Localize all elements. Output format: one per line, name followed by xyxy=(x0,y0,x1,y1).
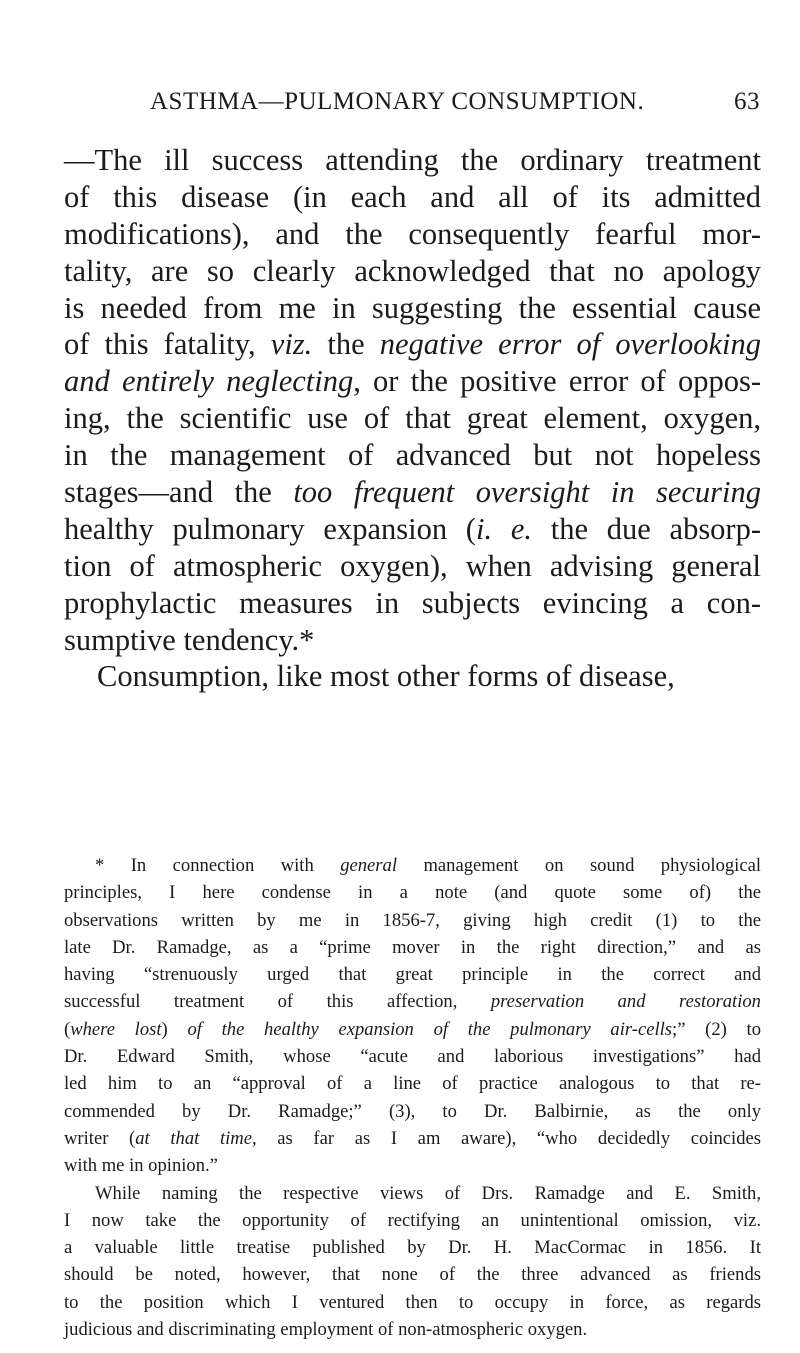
footnote-line: should be noted, however, that none of the three advanced as friends xyxy=(64,1264,761,1286)
text-line: is needed from me in suggesting the essential cause xyxy=(64,290,761,325)
footnote-line: * In connection with general management on sound physiological xyxy=(95,855,761,876)
footnote-line: successful treatment of this affection, preservation and restoration xyxy=(64,991,761,1013)
italic-text: of the healthy expansion of the pulmonary air-cells xyxy=(187,1018,673,1040)
italic-text: and entirely neglecting xyxy=(64,364,354,399)
running-title: ASTHMA—PULMONARY CONSUMPTION. xyxy=(150,88,645,115)
footnote-line: While naming the respective views of Drs. Ramadge and E. Smith, xyxy=(95,1182,761,1204)
footnote-line: to the position which I ventured then to occupy in force, as regards xyxy=(64,1291,761,1313)
footnote-line: (where lost) of the healthy expansion of the pulmonary air-cells;” (2) to xyxy=(64,1018,762,1040)
text-line: of this fatality, viz. the negative error of overlooking xyxy=(64,327,762,362)
text-line: prophylactic measures in subjects evincing a con- xyxy=(64,585,761,620)
footnote-line: with me in opinion.” xyxy=(64,1155,218,1177)
text-line: Consumption, like most other forms of disease, xyxy=(97,659,675,694)
italic-text: preservation and restoration xyxy=(490,991,761,1013)
footnote-line: judicious and discriminating employment of non-atmospheric oxygen. xyxy=(64,1319,588,1341)
text-line: stages—and the too frequent oversight in securing xyxy=(64,475,761,510)
text-line: and entirely neglecting, or the positive error of oppos- xyxy=(64,364,761,399)
footnote xyxy=(64,852,761,1343)
text-line: ing, the scientific use of that great element, oxygen, xyxy=(64,401,761,436)
footnote-line: a valuable little treatise published by Dr. H. MacCormac in 1856. It xyxy=(64,1237,761,1259)
italic-text: negative error of overlooking xyxy=(379,327,762,362)
footnote-line: commended by Dr. Ramadge;” (3), to Dr. Balbirnie, as the only xyxy=(64,1100,761,1122)
text-line: sumptive tendency.* xyxy=(64,622,315,657)
footnote-line: observations written by me in 1856-7, giving high credit (1) to the xyxy=(64,909,761,931)
text-line: tion of atmospheric oxygen), when advising general xyxy=(64,548,761,583)
text-line: —The ill success attending the ordinary treatment xyxy=(64,143,761,177)
footnote-line: having “strenuously urged that great principle in the correct and xyxy=(64,964,761,986)
footnote-line: Dr. Edward Smith, whose “acute and laborious investigations” had xyxy=(64,1046,761,1068)
text-line: tality, are so clearly acknowledged that no apology xyxy=(64,253,761,288)
italic-text: too frequent oversight in securing xyxy=(293,475,761,510)
main-text xyxy=(64,142,761,695)
italic-text: general xyxy=(340,855,398,876)
footnote-line: principles, I here condense in a note (and quote some of) the xyxy=(64,882,761,904)
footnote-line: writer (at that time, as far as I am aware), “who decidedly coincides xyxy=(64,1127,761,1149)
page-number: 63 xyxy=(734,88,760,115)
footnote-line: late Dr. Ramadge, as a “prime mover in the right direction,” and as xyxy=(64,936,761,958)
italic-text: where lost xyxy=(70,1018,162,1040)
footnote-line: led him to an “approval of a line of practice analogous to that re- xyxy=(64,1073,761,1095)
italic-text: i. e. xyxy=(475,511,532,546)
footnote-line: I now take the opportunity of rectifying an unintentional omission, viz. xyxy=(64,1209,761,1231)
text-line: modifications), and the consequently fearful mor- xyxy=(64,216,761,251)
text-line: in the management of advanced but not hopeless xyxy=(64,438,761,473)
italic-text: viz. xyxy=(270,327,313,362)
text-line: healthy pulmonary expansion (i. e. the due absorp- xyxy=(64,511,761,546)
running-head xyxy=(150,88,760,128)
italic-text: at that time xyxy=(135,1127,252,1149)
text-line: of this disease (in each and all of its admitted xyxy=(64,179,761,214)
